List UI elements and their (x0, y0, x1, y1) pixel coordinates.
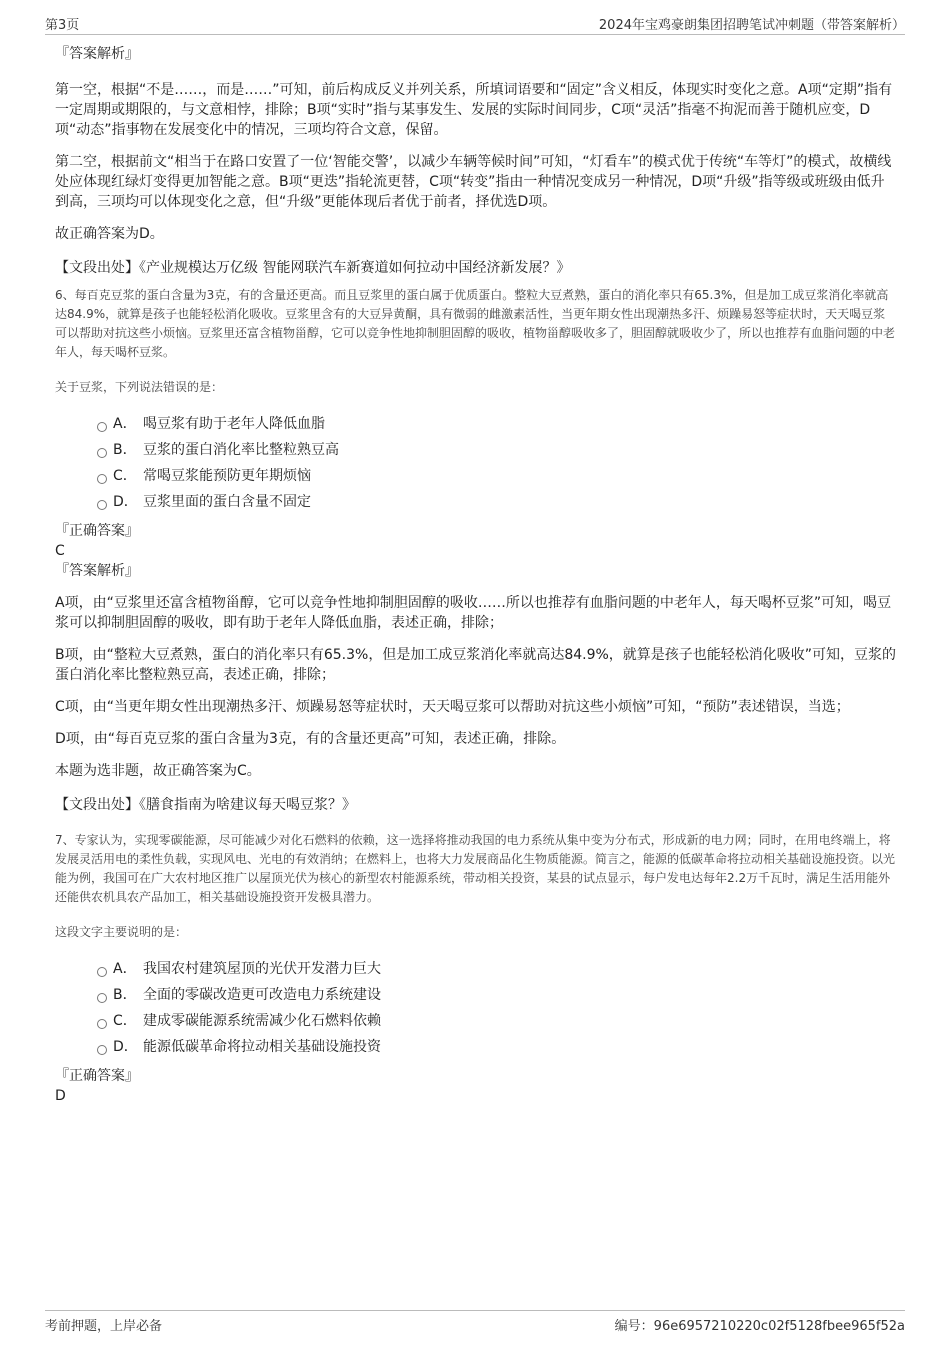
radio-icon[interactable] (97, 448, 107, 458)
answer-label: 『正确答案』 (55, 1068, 139, 1084)
radio-icon[interactable] (97, 500, 107, 510)
option-a[interactable]: A． 喝豆浆有助于老年人降低血脂 (95, 411, 897, 437)
option-a[interactable]: A． 我国农村建筑屋顶的光伏开发潜力巨大 (95, 956, 897, 982)
analysis-label: 『答案解析』 (55, 46, 139, 62)
radio-icon[interactable] (97, 1019, 107, 1029)
radio-icon[interactable] (97, 422, 107, 432)
footer-slogan: 考前押题，上岸必备 (45, 1319, 163, 1334)
page-footer (45, 1310, 905, 1335)
question-stem: 6、每百克豆浆的蛋白含量为3克，有的含量还更高。而且豆浆里的蛋白属于优质蛋白。整粒大豆煮熟，蛋白的消化率只有65.3%，但是加工成豆浆消化率就高达84.9%，就算是孩子也能轻松消化吸收。豆浆里含有的大豆异黄酮，具有微弱的雌激素活性，当更年期女性出现潮热多汗、烦躁易怒等症状时，天天喝豆浆可以帮助对抗这些小烦恼。豆浆里还富含植物甾醇，它可以竞争性地抑制胆固醇的吸收，植物甾醇吸收多了，胆固醇就吸收少了，所以也推荐有血脂问题的中老年人，每天喝杯豆浆。 (55, 288, 896, 359)
answer-value: C (55, 543, 65, 559)
analysis-paragraph: D项，由“每百克豆浆的蛋白含量为3克，有的含量还更高”可知，表述正确，排除。 (55, 731, 566, 747)
option-c[interactable]: C． 建成零碳能源系统需减少化石燃料依赖 (95, 1008, 897, 1034)
answer-label: 『正确答案』 (55, 523, 139, 539)
analysis-paragraph: A项，由“豆浆里还富含植物甾醇，它可以竞争性地抑制胆固醇的吸收……所以也推荐有血脂问题的中老年人，每天喝杯豆浆”可知，喝豆浆可以抑制胆固醇的吸收，即有助于老年人降低血脂，表述正确，排除； (55, 595, 892, 631)
radio-icon[interactable] (97, 1045, 107, 1055)
question-prompt: 这段文字主要说明的是： (55, 925, 188, 939)
analysis-paragraph: C项，由“当更年期女性出现潮热多汗、烦躁易怒等症状时，天天喝豆浆可以帮助对抗这些小烦恼”可知，“预防”表述错误，当选； (55, 699, 850, 715)
source-citation: 【文段出处】《产业规模达万亿级 智能网联汽车新赛道如何拉动中国经济新发展？》 (55, 260, 571, 276)
option-list (95, 411, 897, 515)
question-stem: 7、专家认为，实现零碳能源，尽可能减少对化石燃料的依赖，这一选择将推动我国的电力系统从集中变为分布式，形成新的电力网；同时，在用电终端上，将发展灵活用电的柔性负载，实现风电、光电的有效消纳；在燃料上，也将大力发展商品化生物质能源。简言之，能源的低碳革命将拉动相关基础设施投资。以光能为例，我国可在广大农村地区推广以屋顶光伏为核心的新型农村能源系统，带动相关投资，某县的试点显示，每户发电达每年2.2万千瓦时，满足生活用能外还能供农机具农产品加工，相关基础设施投资开发极具潜力。 (55, 833, 896, 904)
analysis-conclusion: 本题为选非题，故正确答案为C。 (55, 763, 261, 779)
page-number: 第3页 (45, 18, 80, 33)
page-header (45, 12, 905, 35)
option-c[interactable]: C． 常喝豆浆能预防更年期烦恼 (95, 463, 897, 489)
analysis-conclusion: 故正确答案为D。 (55, 226, 164, 242)
option-list (95, 956, 897, 1060)
option-b[interactable]: B． 豆浆的蛋白消化率比整粒熟豆高 (95, 437, 897, 463)
question-prompt: 关于豆浆，下列说法错误的是： (55, 380, 224, 394)
radio-icon[interactable] (97, 993, 107, 1003)
option-b[interactable]: B． 全面的零碳改造更可改造电力系统建设 (95, 982, 897, 1008)
analysis-paragraph: B项，由“整粒大豆煮熟，蛋白的消化率只有65.3%，但是加工成豆浆消化率就高达84.9%，就算是孩子也能轻松消化吸收”可知，豆浆的蛋白消化率比整粒熟豆高，表述正确，排除； (55, 647, 897, 683)
source-citation: 【文段出处】《膳食指南为啥建议每天喝豆浆？》 (55, 797, 356, 813)
analysis-label: 『答案解析』 (55, 563, 139, 579)
radio-icon[interactable] (97, 967, 107, 977)
document-title: 2024年宝鸡豪朗集团招聘笔试冲刺题（带答案解析） (598, 18, 905, 33)
analysis-paragraph: 第一空，根据“不是……，而是……”可知，前后构成反义并列关系，所填词语要和“固定”含义相反，体现实时变化之意。A项“定期”指有一定周期或期限的，与文意相悖，排除；B项“实时”指与某事发生、发展的实际时间同步，C项“灵活”指毫不拘泥而善于随机应变，D项“动态”指事物在发展变化中的情况，三项均符合文意，保留。 (55, 82, 893, 138)
option-d[interactable]: D． 能源低碳革命将拉动相关基础设施投资 (95, 1034, 897, 1060)
analysis-paragraph: 第二空，根据前文“相当于在路口安置了一位‘智能交警’，以减少车辆等候时间”可知，“灯看车”的模式优于传统“车等灯”的模式，故横线处应体现红绿灯变得更加智能之意。B项“更迭”指轮流更替，C项“转变”指由一种情况变成另一种情况，D项“升级”指等级或班级由低升到高，三项均可以体现变化之意，但“升级”更能体现后者优于前者，择优选D项。 (55, 154, 892, 210)
option-d[interactable]: D． 豆浆里面的蛋白含量不固定 (95, 489, 897, 515)
document-id: 编号：96e6957210220c02f5128fbee965f52a (614, 1319, 905, 1334)
answer-value: D (55, 1088, 66, 1104)
page-content (55, 44, 897, 1106)
radio-icon[interactable] (97, 474, 107, 484)
